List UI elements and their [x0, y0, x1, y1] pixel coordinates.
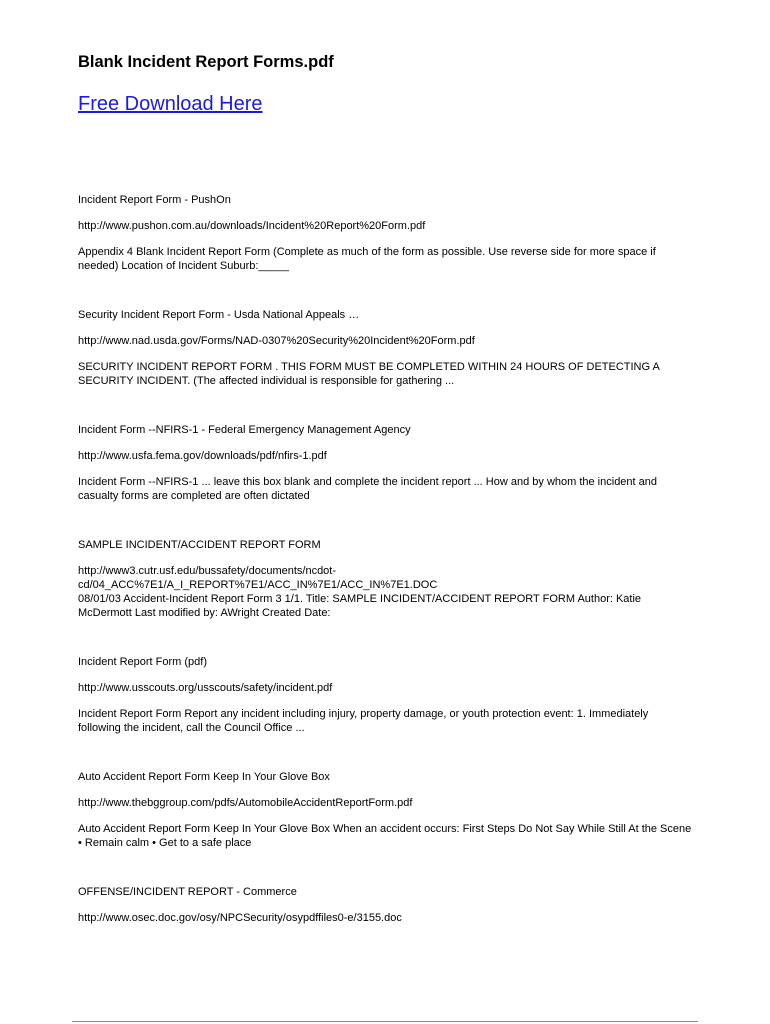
result-entry	[78, 655, 738, 735]
result-url: http://www.usscouts.org/usscouts/safety/incident.pdf	[78, 682, 333, 694]
result-snippet-line: SECURITY INCIDENT REPORT FORM . THIS FORM MUST BE COMPLETED WITHIN 24 HOURS OF DETECTING A	[78, 361, 660, 373]
result-snippet-line: McDermott Last modified by: AWright Created Date:	[78, 607, 331, 619]
result-snippet-line: Auto Accident Report Form Keep In Your Glove Box When an accident occurs: First Steps Do Not Say While Still At the Scene	[78, 823, 692, 835]
results-list	[78, 193, 738, 960]
free-download-link[interactable]: Free Download Here	[78, 93, 263, 115]
result-snippet-line: Incident Report Form Report any incident including injury, property damage, or youth protection event: 1. Immediately	[78, 708, 649, 720]
result-title: Incident Report Form - PushOn	[78, 194, 231, 206]
result-url: http://www3.cutr.usf.edu/bussafety/documents/ncdot-	[78, 565, 337, 577]
result-entry	[78, 308, 738, 388]
result-title: Auto Accident Report Form Keep In Your Glove Box	[78, 771, 330, 783]
result-url: http://www.thebggroup.com/pdfs/AutomobileAccidentReportForm.pdf	[78, 797, 413, 809]
result-entry	[78, 885, 738, 925]
result-title: SAMPLE INCIDENT/ACCIDENT REPORT FORM	[78, 539, 321, 551]
result-url: http://www.usfa.fema.gov/downloads/pdf/nfirs-1.pdf	[78, 450, 327, 462]
result-snippet-line: Appendix 4 Blank Incident Report Form (Complete as much of the form as possible. Use reverse side for more space if	[78, 246, 656, 258]
result-url: http://www.osec.doc.gov/osy/NPCSecurity/osypdffiles0-e/3155.doc	[78, 912, 402, 924]
result-entry	[78, 193, 738, 273]
result-title: Security Incident Report Form - Usda National Appeals …	[78, 309, 360, 321]
result-snippet-line: SECURITY INCIDENT. (The affected individual is responsible for gathering ...	[78, 375, 455, 387]
result-snippet-line: needed) Location of Incident Suburb:_____	[78, 260, 289, 272]
result-entry	[78, 538, 738, 620]
document-title: Blank Incident Report Forms.pdf	[78, 53, 334, 71]
result-snippet-line: casualty forms are completed are often dictated	[78, 490, 310, 502]
result-title: Incident Report Form (pdf)	[78, 656, 207, 668]
result-entry	[78, 770, 738, 850]
result-title: Incident Form --NFIRS-1 - Federal Emergency Management Agency	[78, 424, 411, 436]
result-snippet-line: Incident Form --NFIRS-1 ... leave this box blank and complete the incident report ... How and by whom the incident and	[78, 476, 658, 488]
result-snippet-line: • Remain calm • Get to a safe place	[78, 837, 252, 849]
result-entry	[78, 423, 738, 503]
result-snippet-line: 08/01/03 Accident-Incident Report Form 3 1/1. Title: SAMPLE INCIDENT/ACCIDENT REPORT FORM Author: Katie	[78, 593, 642, 605]
result-title: OFFENSE/INCIDENT REPORT - Commerce	[78, 886, 297, 898]
result-url: http://www.nad.usda.gov/Forms/NAD-0307%20Security%20Incident%20Form.pdf	[78, 335, 475, 347]
result-url: http://www.pushon.com.au/downloads/Incident%20Report%20Form.pdf	[78, 220, 426, 232]
result-snippet-line: following the incident, call the Council Office ...	[78, 722, 305, 734]
result-url: cd/04_ACC%7E1/A_I_REPORT%7E1/ACC_IN%7E1/ACC_IN%7E1.DOC	[78, 579, 438, 591]
footer-divider	[72, 1021, 698, 1022]
